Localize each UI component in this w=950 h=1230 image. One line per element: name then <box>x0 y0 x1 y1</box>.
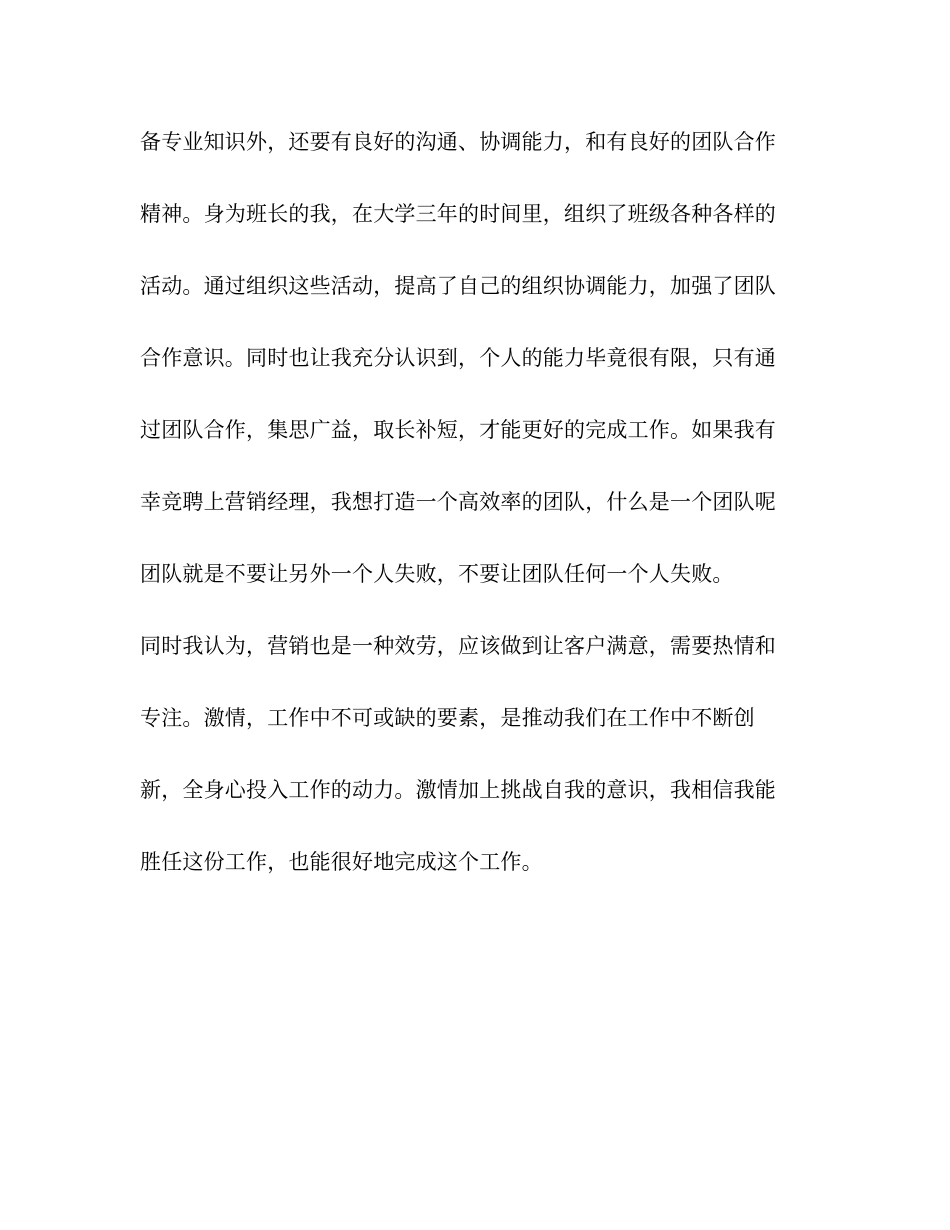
text-line: 团队就是不要让另外一个人失败，不要让团队任何一个人失败。 <box>140 562 734 586</box>
text-line: 合作意识。同时也让我充分认识到，个人的能力毕竟很有限，只有通 <box>140 346 776 370</box>
text-line: 幸竞聘上营销经理，我想打造一个高效率的团队，什么是一个团队呢 <box>140 490 776 514</box>
text-line: 精神。身为班长的我，在大学三年的时间里，组织了班级各种各样的 <box>140 202 776 226</box>
text-line: 过团队合作，集思广益，取长补短，才能更好的完成工作。如果我有 <box>140 418 776 442</box>
text-line: 专注。激情，工作中不可或缺的要素，是推动我们在工作中不断创 <box>140 706 755 730</box>
text-line: 同时我认为，营销也是一种效劳，应该做到让客户满意，需要热情和 <box>140 634 776 658</box>
body-text <box>140 124 820 916</box>
text-line: 新，全身心投入工作的动力。激情加上挑战自我的意识，我相信我能 <box>140 778 776 802</box>
text-line: 活动。通过组织这些活动，提高了自己的组织协调能力，加强了团队 <box>140 274 776 298</box>
text-line: 备专业知识外，还要有良好的沟通、协调能力，和有良好的团队合作 <box>140 130 776 154</box>
text-line: 胜任这份工作，也能很好地完成这个工作。 <box>140 850 543 874</box>
